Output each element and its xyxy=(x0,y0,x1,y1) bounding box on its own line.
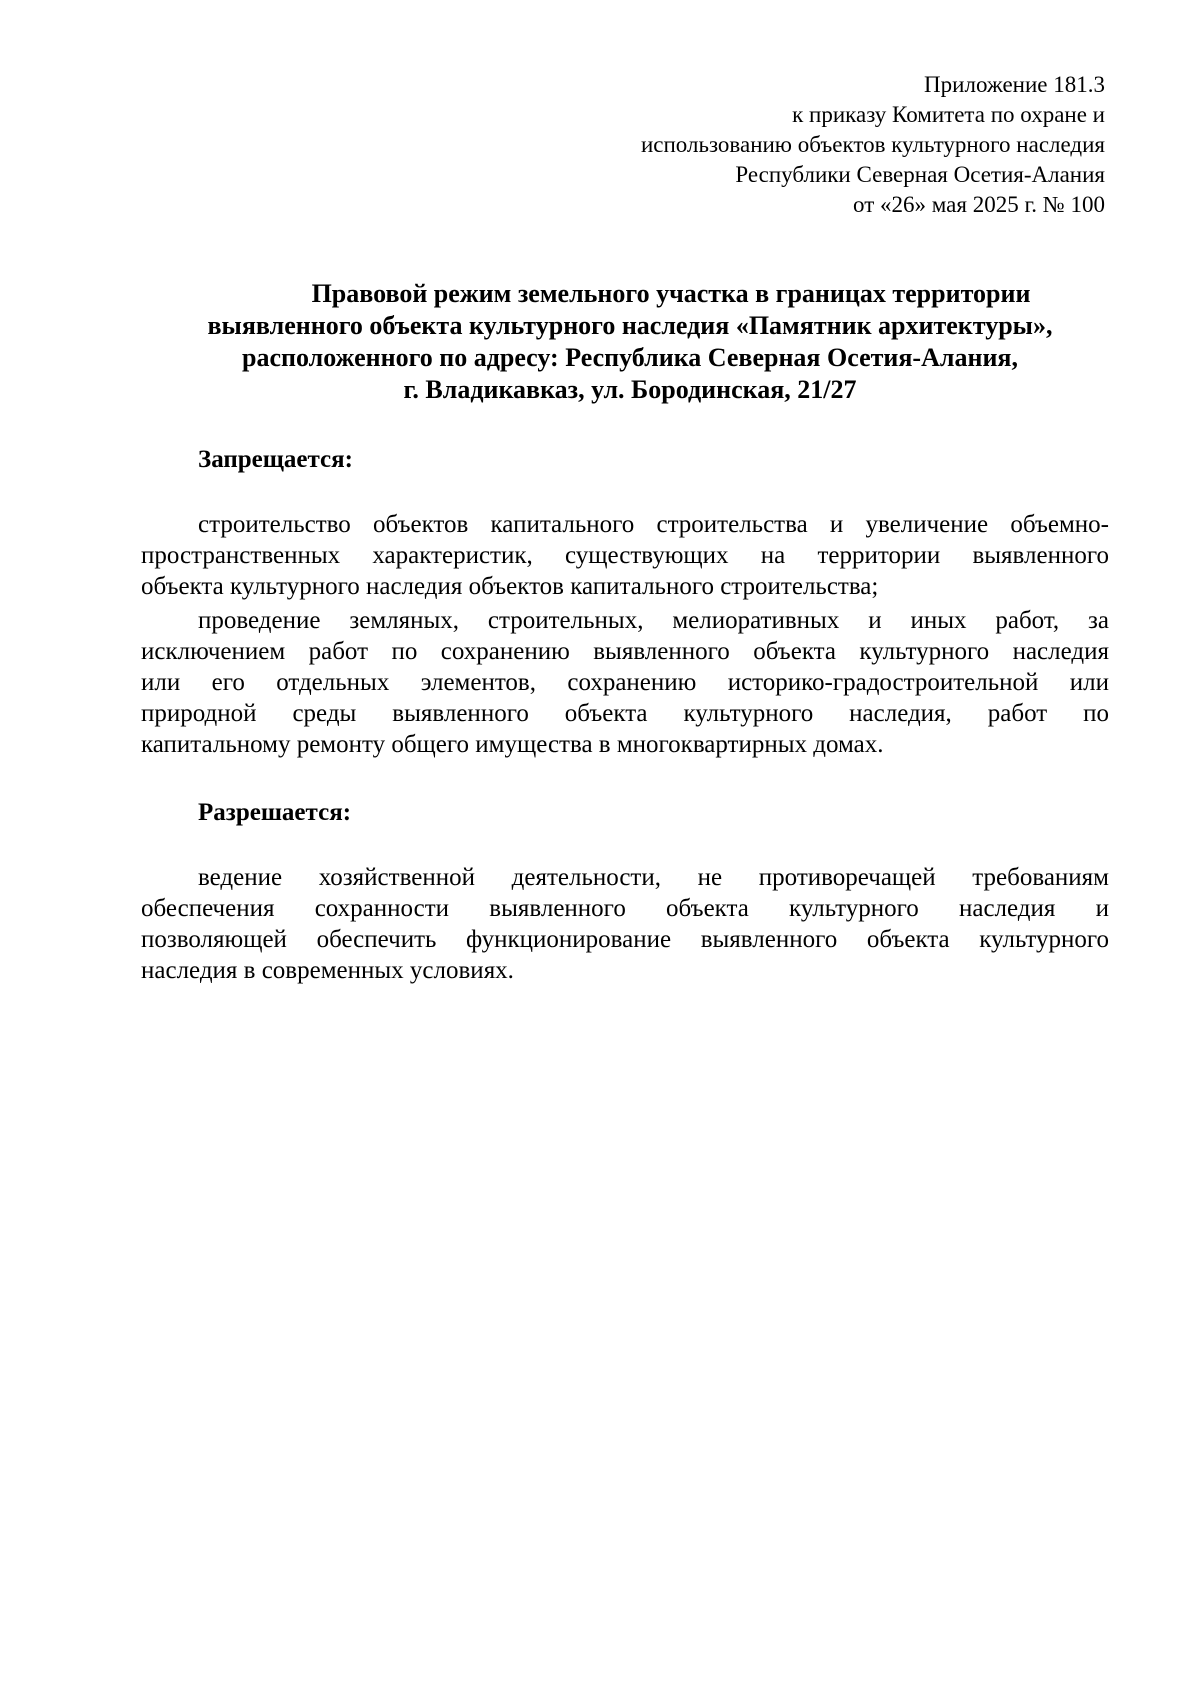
allowed-paragraph xyxy=(141,862,1109,986)
prohibited-paragraph xyxy=(141,605,1109,760)
title-line: Правовой режим земельного участка в границах территории xyxy=(311,279,1031,308)
title-line: г. Владикавказ, ул. Бородинская, 21/27 xyxy=(403,375,857,404)
appendix-line: от «26» мая 2025 г. № 100 xyxy=(853,192,1105,217)
paragraph-line: пространственных характеристик, существующих на территории выявленного xyxy=(141,542,1109,569)
title-line: выявленного объекта культурного наследия «Памятник архитектуры», xyxy=(207,311,1053,340)
section-heading-prohibited: Запрещается: xyxy=(198,446,354,473)
paragraph-line: ведение хозяйственной деятельности, не противоречащей требованиям xyxy=(198,864,1109,891)
title-line: расположенного по адресу: Республика Северная Осетия-Алания, xyxy=(241,343,1018,372)
paragraph-line: строительство объектов капитального строительства и увеличение объемно- xyxy=(198,511,1109,538)
appendix-line: использованию объектов культурного наследия xyxy=(640,132,1105,157)
appendix-block xyxy=(405,70,1105,220)
appendix-line: Приложение 181.3 xyxy=(924,72,1105,97)
document-title xyxy=(140,278,1120,406)
paragraph-line: объекта культурного наследия объектов капитального строительства; xyxy=(141,573,879,600)
paragraph-line: исключением работ по сохранению выявленного объекта культурного наследия xyxy=(141,638,1109,665)
paragraph-line: природной среды выявленного объекта культурного наследия, работ по xyxy=(141,700,1109,727)
appendix-line: Республики Северная Осетия-Алания xyxy=(735,162,1105,187)
prohibited-paragraph xyxy=(141,509,1109,602)
paragraph-line: позволяющей обеспечить функционирование выявленного объекта культурного xyxy=(141,926,1109,953)
section-heading-allowed: Разрешается: xyxy=(198,799,352,826)
paragraph-line: проведение земляных, строительных, мелиоративных и иных работ, за xyxy=(198,607,1109,634)
paragraph-line: капитальному ремонту общего имущества в многоквартирных домах. xyxy=(141,731,884,758)
paragraph-line: наследия в современных условиях. xyxy=(141,957,514,984)
appendix-line: к приказу Комитета по охране и xyxy=(792,102,1105,127)
paragraph-line: обеспечения сохранности выявленного объекта культурного наследия и xyxy=(141,895,1109,922)
paragraph-line: или его отдельных элементов, сохранению историко-градостроительной или xyxy=(141,669,1109,696)
